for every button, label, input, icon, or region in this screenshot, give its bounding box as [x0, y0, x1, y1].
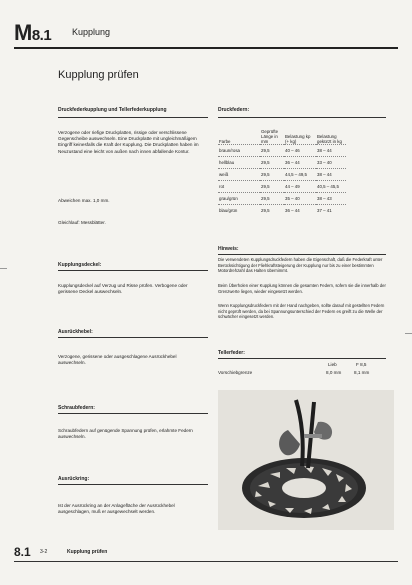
disc-spring-label: Vorschiebgrenze: [218, 370, 253, 375]
column-header: Belastung gekürzt in kg: [317, 134, 342, 144]
section-code: M8.1: [14, 20, 52, 45]
table-cell: 29,5: [260, 169, 284, 181]
disc-spring-value-2: 8,1 mm: [354, 370, 370, 375]
disc-spring-value-1: 8,0 mm: [326, 370, 342, 375]
divider: [58, 117, 208, 118]
table-cell: hellblau: [218, 157, 260, 169]
disc-spring-col-2: F 8,5: [356, 362, 367, 367]
clutch-inspection-photo: [218, 390, 394, 530]
table-cell: 35 – 40: [284, 193, 316, 205]
section-heading-spring-clutch: Druckfederkupplung und Tellerfederkupplung: [58, 107, 167, 113]
table-cell: 29,5: [260, 205, 284, 217]
column-header: Belastung kp (+ kg): [285, 134, 311, 144]
divider: [58, 484, 208, 485]
spec-heading: Druckfedern:: [218, 107, 250, 113]
table-cell: 38 – 43: [316, 193, 346, 205]
paragraph-plates: Verzogene oder riefige Druckplatten, rissige oder verschlissene Gegenscheibe auswechseln. Eine Druckplatte mit ungleichmäßigem Eingriff keinesfalls die Kraft der Kupplung. Die Druckplatten haben im Neuzustand eine leicht von außen nach innen abfallende Kontur.: [58, 130, 199, 154]
table-row: [218, 193, 346, 205]
table-cell: 33 – 40: [316, 157, 346, 169]
table-cell: 44,5 – 49,5: [284, 169, 316, 181]
paragraph-measure: Gleichlauf: Messblätter.: [58, 220, 106, 225]
table-row: [218, 205, 346, 217]
divider: [218, 117, 386, 118]
paragraph-springs: Schraubfedern auf genügende Spannung prüfen, erlahmte Federn auswechseln.: [58, 428, 193, 440]
page-title: Kupplung prüfen: [58, 69, 139, 81]
footer-title: Kupplung prüfen: [67, 549, 108, 555]
disc-spring-col-1: Lieb: [328, 362, 337, 367]
section-heading-cover: Kupplungsdeckel:: [58, 262, 102, 268]
margin-mark: [405, 333, 412, 334]
hint-paragraph-1: Die verwendeten Kupplungsdruckfedern haben die Eigenschaft, daß die Federkraft unter Berücksichtigung der Fliehkraftsteigerung der Kupplung nur bis zu einer bestimmten Motordrehzahl das Halten übernimmt.: [218, 257, 383, 274]
margin-mark: [0, 268, 7, 269]
table-cell: 37 – 41: [316, 205, 346, 217]
hint-paragraph-3: Wenn Kupplungsdruckfedern mit der Hand nachgeben, sollte darauf mit gestellten Federn nicht geprüft werden, da bei Spannungsunterschied der Federn es greift zu die Welle der schwächer eingesetzt werden.: [218, 303, 385, 320]
paragraph-deviation: Abweichen max. 1,0 mm.: [58, 198, 110, 203]
table-cell: 29,5: [260, 193, 284, 205]
divider: [58, 337, 208, 338]
section-heading-release-lever: Ausrückhebel:: [58, 329, 93, 335]
table-cell: 29,5: [260, 145, 284, 157]
table-cell: 36 – 44: [284, 157, 316, 169]
divider: [218, 358, 386, 359]
table-cell: weiß: [218, 169, 260, 181]
table-row: [218, 169, 346, 181]
hint-heading: Hinweis:: [218, 246, 239, 252]
table-header-row: [218, 120, 346, 145]
footer-page-number: 3-2: [40, 549, 48, 555]
header-divider: [14, 47, 398, 49]
table-cell: 40,5 – 45,5: [316, 181, 346, 193]
section-title: Kupplung: [72, 27, 111, 37]
table-cell: braun/rosa: [218, 145, 260, 157]
table-cell: 29,5: [260, 181, 284, 193]
table-cell: 38 – 44: [316, 169, 346, 181]
table-cell: rot: [218, 181, 260, 193]
table-cell: grau/grün: [218, 193, 260, 205]
table-row: [218, 157, 346, 169]
paragraph-release-ring: Ist der Ausrückring an der Anlagefläche der Ausrückhebel ausgeschlagen, muß er ausgewechselt werden.: [58, 503, 175, 515]
footer-divider: [14, 561, 398, 562]
table-row: [218, 181, 346, 193]
spring-spec-table: [218, 120, 346, 216]
divider: [218, 254, 386, 255]
divider: [58, 413, 208, 414]
table-cell: blau/grün: [218, 205, 260, 217]
column-header: Geprüfte Länge in mm: [261, 129, 279, 144]
table-cell: 44 – 49: [284, 181, 316, 193]
table-cell: 29,5: [260, 157, 284, 169]
table-cell: 38 – 44: [316, 145, 346, 157]
table-cell: 36 – 44: [284, 205, 316, 217]
divider: [58, 270, 208, 271]
column-header: Farbe: [219, 139, 231, 144]
table-row: [218, 145, 346, 157]
section-heading-springs: Schraubfedern:: [58, 405, 95, 411]
paragraph-cover: Kupplungsdeckel auf Verzug und Risse prüfen. Verbogene oder gerissene Deckel auswechseln.: [58, 283, 188, 295]
table-cell: 40 – 46: [284, 145, 316, 157]
hint-paragraph-2: Beim Überholen einer Kupplung können die gesamten Federn, sofern sie die innerhalb der Grenzwerte liegen, wieder eingesetzt werden.: [218, 283, 386, 294]
paragraph-release-lever: Verzogene, gerissene oder ausgeschlagene Ausrückhebel auswechseln.: [58, 354, 177, 366]
footer-section-code: 8.1: [14, 545, 31, 559]
disc-spring-heading: Tellerfeder:: [218, 350, 245, 356]
section-heading-release-ring: Ausrückring:: [58, 476, 90, 482]
